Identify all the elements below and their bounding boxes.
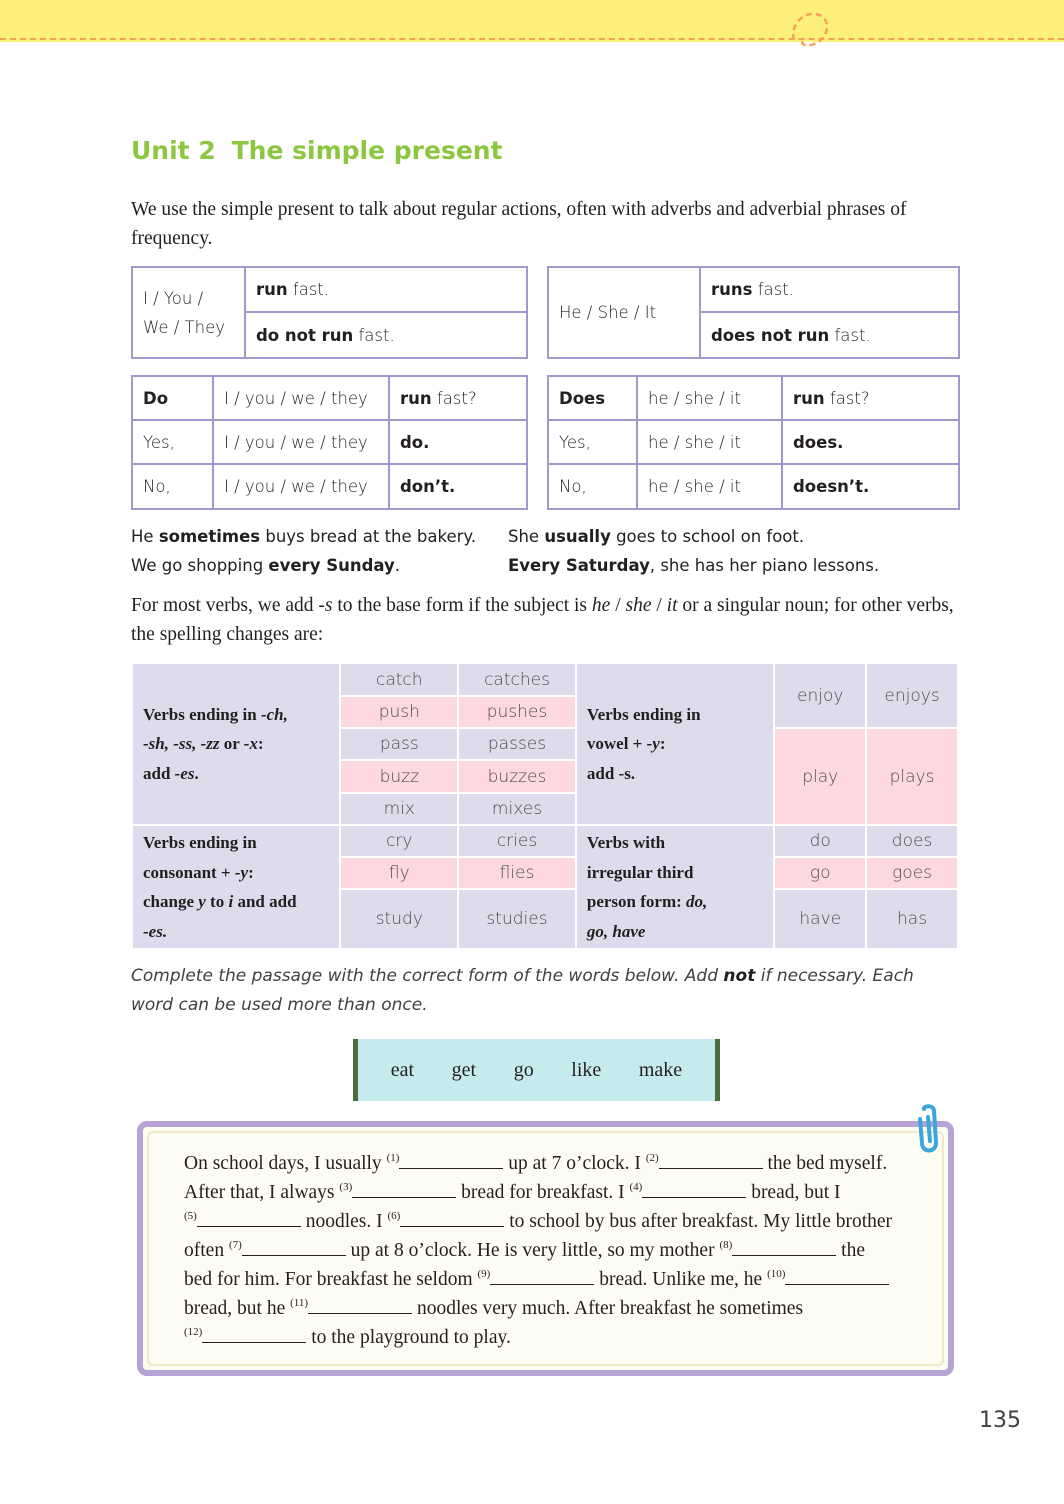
third-person-verb: mixes	[458, 793, 576, 825]
example-sentence: He sometimes buys bread at the bakery.	[131, 527, 477, 546]
word-option: get	[451, 1058, 477, 1081]
base-verb: pass	[340, 728, 458, 760]
word-box	[353, 1039, 720, 1101]
subject-cell: He / She / It	[548, 267, 700, 358]
unit-heading: The simple present	[231, 136, 503, 165]
paper-clip-icon	[914, 1103, 944, 1157]
affirmative-table-singular	[547, 266, 960, 359]
verb-cell: run fast?	[389, 376, 527, 420]
rule-ch-sh-ss-zz-x: Verbs ending in -ch, -sh, -ss, -zz or -x: add -es.	[132, 663, 340, 825]
examples-left	[131, 522, 476, 580]
third-person-verb: studies	[458, 889, 576, 949]
word-option: make	[638, 1058, 683, 1081]
top-dashed-line	[0, 38, 1064, 40]
question-word-cell: Does	[548, 376, 637, 420]
blank-9[interactable]	[490, 1267, 594, 1285]
blank-4[interactable]	[642, 1180, 746, 1198]
subject-cell: I / you / we / they	[213, 376, 389, 420]
affirmative-table-plural	[131, 266, 528, 359]
word-option: eat	[390, 1058, 415, 1081]
rule-irregular: Verbs with irregular third person form: do, go, have	[576, 825, 774, 949]
subject-cell: he / she / it	[637, 376, 782, 420]
word-option: like	[571, 1058, 602, 1081]
base-verb: mix	[340, 793, 458, 825]
passage-text: On school days, I usually $^{(1)}$ up at 7 o’clock. I $^{(2)}$ the bed myself. After that, I always $^{(3)}$ bread for breakfast. I $^{(4)}$ bread, but I $^{(5)}$ noodles. I $^{(6)}$ to school by bus after breakfast. My little brother often $^{(7)}$ up at 8 o’clock. He is very little, so my mother $^{(8)}$ the bed for him. For breakfast he seldom $^{(9)}$ bread. Unlike me, he $^{(10)}$ bread, but he $^{(11)}$ noodles very much. After breakfast he sometimes $^{(12)}$ to the playground to play.	[184, 1152, 893, 1348]
subject-cell: he / she / it	[637, 420, 782, 464]
third-person-verb: cries	[458, 825, 576, 857]
answer-word-cell: No,	[132, 464, 213, 509]
example-sentence: Every Saturday, she has her piano lessons.	[508, 556, 880, 575]
third-person-verb: catches	[458, 663, 576, 696]
example-sentence: She usually goes to school on foot.	[508, 527, 805, 546]
blank-11[interactable]	[308, 1296, 412, 1314]
blank-1[interactable]	[399, 1151, 503, 1169]
answer-word-cell: Yes,	[548, 420, 637, 464]
base-verb: do	[774, 825, 866, 857]
base-verb: catch	[340, 663, 458, 696]
exercise-instruction: Complete the passage with the correct form of the words below. Add not if necessary. Each word can be used more than once.	[131, 966, 914, 1015]
base-verb: enjoy	[774, 663, 866, 728]
question-table-plural	[131, 375, 528, 510]
passage-box	[137, 1121, 954, 1376]
base-verb: cry	[340, 825, 458, 857]
third-person-verb: buzzes	[458, 760, 576, 793]
third-person-verb: pushes	[458, 696, 576, 728]
base-verb: push	[340, 696, 458, 728]
subject-cell: he / she / it	[637, 464, 782, 509]
unit-label: Unit 2	[131, 136, 216, 165]
dashed-loop-decoration	[788, 6, 834, 50]
subject-cell: I / you / we / they	[213, 464, 389, 509]
base-verb: go	[774, 857, 866, 889]
examples-right	[508, 522, 879, 580]
blank-8[interactable]	[732, 1238, 836, 1256]
verb-cell: does.	[782, 420, 959, 464]
intro-paragraph: We use the simple present to talk about regular actions, often with adverbs and adverbial phrases of frequency.	[131, 199, 907, 249]
negative-cell: do not run fast.	[245, 312, 527, 358]
positive-cell: runs fast.	[700, 267, 959, 312]
page-number: 135	[979, 1408, 1021, 1433]
spelling-intro-paragraph: For most verbs, we add -s to the base form if the subject is he / she / it or a singular noun; for other verbs, the spelling changes are:	[131, 595, 954, 645]
negative-cell: does not run fast.	[700, 312, 959, 358]
question-table-singular	[547, 375, 960, 510]
blank-2[interactable]	[659, 1151, 763, 1169]
word-option: go	[513, 1058, 534, 1081]
base-verb: have	[774, 889, 866, 949]
blank-7[interactable]	[242, 1238, 346, 1256]
rule-vowel-y: Verbs ending in vowel + -y: add -s.	[576, 663, 774, 825]
third-person-verb: enjoys	[866, 663, 958, 728]
blank-6[interactable]	[400, 1209, 504, 1227]
third-person-verb: flies	[458, 857, 576, 889]
blank-10[interactable]	[785, 1267, 889, 1285]
example-sentence: We go shopping every Sunday.	[131, 556, 401, 575]
question-word-cell: Do	[132, 376, 213, 420]
answer-word-cell: Yes,	[132, 420, 213, 464]
subject-cell: I / You / We / They	[132, 267, 245, 358]
blank-12[interactable]	[202, 1325, 306, 1343]
rule-consonant-y: Verbs ending in consonant + -y: change y to i and add -es.	[132, 825, 340, 949]
base-verb: buzz	[340, 760, 458, 793]
subject-cell: I / you / we / they	[213, 420, 389, 464]
third-person-verb: goes	[866, 857, 958, 889]
third-person-verb: passes	[458, 728, 576, 760]
blank-5[interactable]	[197, 1209, 301, 1227]
verb-cell: do.	[389, 420, 527, 464]
unit-title	[131, 136, 503, 165]
blank-3[interactable]	[352, 1180, 456, 1198]
base-verb: play	[774, 728, 866, 825]
spelling-rules-table	[131, 662, 959, 950]
third-person-verb: plays	[866, 728, 958, 825]
positive-cell: run fast.	[245, 267, 527, 312]
third-person-verb: has	[866, 889, 958, 949]
top-banner	[0, 0, 1064, 42]
verb-cell: doesn’t.	[782, 464, 959, 509]
answer-word-cell: No,	[548, 464, 637, 509]
base-verb: fly	[340, 857, 458, 889]
verb-cell: run fast?	[782, 376, 959, 420]
verb-cell: don’t.	[389, 464, 527, 509]
third-person-verb: does	[866, 825, 958, 857]
base-verb: study	[340, 889, 458, 949]
